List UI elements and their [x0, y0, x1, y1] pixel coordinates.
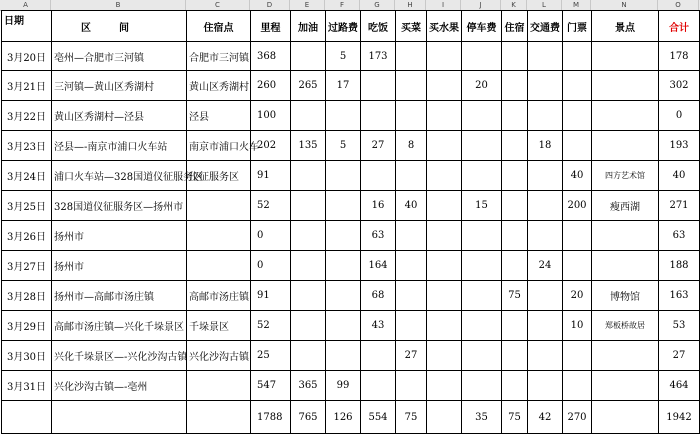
- cell-fuel[interactable]: 135: [291, 131, 326, 161]
- cell-lodging-place[interactable]: 黄山区秀湖村: [187, 71, 251, 101]
- cell-meals[interactable]: [361, 101, 396, 131]
- total-parking[interactable]: 35: [462, 401, 502, 434]
- cell-transport[interactable]: [528, 191, 563, 221]
- cell-total[interactable]: 178: [659, 42, 700, 71]
- table-row: [2, 281, 700, 311]
- cell-transport[interactable]: 24: [528, 251, 563, 281]
- column-letter-n[interactable]: N: [591, 0, 658, 10]
- cell-fruit[interactable]: [427, 101, 462, 131]
- cell-lodging-place[interactable]: [187, 221, 251, 251]
- cell-transport[interactable]: [528, 281, 563, 311]
- cell-route[interactable]: 兴化沙沟古镇—-亳州: [52, 371, 187, 401]
- cell-route[interactable]: 328国道仪征服务区—扬州市: [52, 191, 187, 221]
- cell-groceries[interactable]: 8: [396, 131, 427, 161]
- cell-lodging[interactable]: [502, 42, 528, 71]
- cell-fuel[interactable]: [291, 221, 326, 251]
- cell-tickets[interactable]: [563, 101, 592, 131]
- cell-route[interactable]: 扬州市: [52, 251, 187, 281]
- total-groceries[interactable]: 75: [396, 401, 427, 434]
- header-lodging[interactable]: 住宿: [502, 11, 528, 42]
- expense-table: [1, 10, 700, 434]
- cell-lodging[interactable]: [502, 311, 528, 341]
- cell-mileage[interactable]: 25: [251, 341, 291, 371]
- cell-mileage[interactable]: 0: [251, 221, 291, 251]
- cell-lodging-place[interactable]: 高邮市汤庄镇: [187, 281, 251, 311]
- cell-tickets[interactable]: [563, 71, 592, 101]
- cell-groceries[interactable]: [396, 281, 427, 311]
- header-fruit[interactable]: 买水果: [427, 11, 462, 42]
- cell-meals[interactable]: 43: [361, 311, 396, 341]
- cell-tickets[interactable]: [563, 42, 592, 71]
- cell-toll[interactable]: [326, 191, 361, 221]
- cell-parking[interactable]: [462, 311, 502, 341]
- cell-fuel[interactable]: [291, 42, 326, 71]
- cell-spot[interactable]: [592, 42, 659, 71]
- total-lodging[interactable]: 75: [502, 401, 528, 434]
- total-tickets[interactable]: 270: [563, 401, 592, 434]
- cell-toll[interactable]: [326, 161, 361, 191]
- header-groceries[interactable]: 买菜: [396, 11, 427, 42]
- header-spot[interactable]: 景点: [592, 11, 659, 42]
- column-letter-k[interactable]: K: [501, 0, 527, 10]
- header-date[interactable]: 日期: [2, 11, 52, 42]
- total-spot[interactable]: [592, 401, 659, 434]
- cell-lodging[interactable]: 75: [502, 281, 528, 311]
- cell-meals[interactable]: [361, 161, 396, 191]
- cell-fuel[interactable]: [291, 191, 326, 221]
- cell-lodging[interactable]: [502, 341, 528, 371]
- header-transport[interactable]: 交通费: [528, 11, 563, 42]
- cell-meals[interactable]: [361, 371, 396, 401]
- cell-transport[interactable]: [528, 42, 563, 71]
- cell-total[interactable]: 163: [659, 281, 700, 311]
- cell-fuel[interactable]: [291, 251, 326, 281]
- cell-meals[interactable]: 27: [361, 131, 396, 161]
- column-letter-i[interactable]: I: [426, 0, 461, 10]
- table-row: [2, 311, 700, 341]
- cell-parking[interactable]: [462, 42, 502, 71]
- cell-fruit[interactable]: [427, 161, 462, 191]
- cell-tickets[interactable]: 200: [563, 191, 592, 221]
- cell-lodging[interactable]: [502, 221, 528, 251]
- cell-parking[interactable]: [462, 161, 502, 191]
- cell-date[interactable]: 3月30日: [2, 341, 52, 371]
- cell-parking[interactable]: [462, 101, 502, 131]
- cell-fruit[interactable]: [427, 251, 462, 281]
- cell-tickets[interactable]: [563, 251, 592, 281]
- cell-parking[interactable]: [462, 221, 502, 251]
- total-transport[interactable]: 42: [528, 401, 563, 434]
- total-total[interactable]: 1942: [659, 401, 700, 434]
- cell-transport[interactable]: [528, 161, 563, 191]
- cell-total[interactable]: 464: [659, 371, 700, 401]
- cell-spot[interactable]: [592, 131, 659, 161]
- cell-total[interactable]: 0: [659, 101, 700, 131]
- cell-mileage[interactable]: 260: [251, 71, 291, 101]
- cell-date[interactable]: 3月24日: [2, 161, 52, 191]
- cell-route[interactable]: 兴化千垛景区—-兴化沙沟古镇: [52, 341, 187, 371]
- cell-fruit[interactable]: [427, 191, 462, 221]
- cell-parking[interactable]: 20: [462, 71, 502, 101]
- cell-fruit[interactable]: [427, 221, 462, 251]
- header-toll[interactable]: 过路费: [326, 11, 361, 42]
- table-row: [2, 341, 700, 371]
- cell-lodging[interactable]: [502, 251, 528, 281]
- header-meals[interactable]: 吃饭: [361, 11, 396, 42]
- cell-spot[interactable]: [592, 221, 659, 251]
- header-route[interactable]: 区间: [52, 11, 187, 42]
- cell-transport[interactable]: [528, 341, 563, 371]
- cell-fuel[interactable]: [291, 101, 326, 131]
- table-row: [2, 131, 700, 161]
- cell-total[interactable]: 193: [659, 131, 700, 161]
- cell-total[interactable]: 40: [659, 161, 700, 191]
- total-toll[interactable]: 126: [326, 401, 361, 434]
- cell-spot[interactable]: [592, 341, 659, 371]
- cell-meals[interactable]: [361, 71, 396, 101]
- cell-date[interactable]: 3月25日: [2, 191, 52, 221]
- cell-lodging[interactable]: [502, 161, 528, 191]
- cell-toll[interactable]: [326, 311, 361, 341]
- cell-toll[interactable]: 5: [326, 42, 361, 71]
- column-letter-o[interactable]: O: [658, 0, 699, 10]
- cell-fuel[interactable]: 365: [291, 371, 326, 401]
- cell-toll[interactable]: [326, 251, 361, 281]
- cell-date[interactable]: 3月29日: [2, 311, 52, 341]
- cell-mileage[interactable]: 547: [251, 371, 291, 401]
- cell-fruit[interactable]: [427, 131, 462, 161]
- cell-transport[interactable]: [528, 311, 563, 341]
- cell-lodging[interactable]: [502, 371, 528, 401]
- cell-toll[interactable]: 17: [326, 71, 361, 101]
- cell-groceries[interactable]: [396, 311, 427, 341]
- table-row: [2, 161, 700, 191]
- cell-fuel[interactable]: [291, 341, 326, 371]
- cell-transport[interactable]: [528, 221, 563, 251]
- cell-transport[interactable]: [528, 71, 563, 101]
- cell-parking[interactable]: [462, 341, 502, 371]
- cell-route[interactable]: 扬州市—高邮市汤庄镇: [52, 281, 187, 311]
- cell-lodging-place[interactable]: [187, 371, 251, 401]
- cell-transport[interactable]: [528, 101, 563, 131]
- cell-spot[interactable]: [592, 371, 659, 401]
- cell-toll[interactable]: [326, 341, 361, 371]
- cell-tickets[interactable]: 40: [563, 161, 592, 191]
- column-letter-f[interactable]: F: [325, 0, 360, 10]
- cell-meals[interactable]: 68: [361, 281, 396, 311]
- cell-mileage[interactable]: 52: [251, 311, 291, 341]
- cell-fruit[interactable]: [427, 71, 462, 101]
- cell-fuel[interactable]: [291, 311, 326, 341]
- cell-parking[interactable]: [462, 131, 502, 161]
- cell-mileage[interactable]: 52: [251, 191, 291, 221]
- cell-lodging-place[interactable]: 南京市浦口火车: [187, 131, 251, 161]
- cell-date[interactable]: 3月23日: [2, 131, 52, 161]
- table-row: [2, 191, 700, 221]
- cell-lodging-place[interactable]: [187, 191, 251, 221]
- cell-tickets[interactable]: 10: [563, 311, 592, 341]
- cell-toll[interactable]: 99: [326, 371, 361, 401]
- cell-toll[interactable]: [326, 281, 361, 311]
- cell-lodging[interactable]: [502, 131, 528, 161]
- cell-fruit[interactable]: [427, 341, 462, 371]
- cell-mileage[interactable]: 202: [251, 131, 291, 161]
- cell-parking[interactable]: [462, 281, 502, 311]
- cell-fruit[interactable]: [427, 281, 462, 311]
- cell-fruit[interactable]: [427, 371, 462, 401]
- total-fruit[interactable]: [427, 401, 462, 434]
- table-row: [2, 251, 700, 281]
- cell-tickets[interactable]: [563, 131, 592, 161]
- cell-route[interactable]: 黄山区秀湖村—泾县: [52, 101, 187, 131]
- total-meals[interactable]: 554: [361, 401, 396, 434]
- total-route[interactable]: [52, 401, 187, 434]
- cell-meals[interactable]: 164: [361, 251, 396, 281]
- cell-tickets[interactable]: [563, 341, 592, 371]
- cell-date[interactable]: 3月22日: [2, 101, 52, 131]
- column-letter-m[interactable]: M: [562, 0, 591, 10]
- column-letter-g[interactable]: G: [360, 0, 395, 10]
- total-mileage[interactable]: 1788: [251, 401, 291, 434]
- table-row: [2, 101, 700, 131]
- cell-total[interactable]: 302: [659, 71, 700, 101]
- cell-total[interactable]: 27: [659, 341, 700, 371]
- cell-parking[interactable]: [462, 371, 502, 401]
- cell-route[interactable]: 扬州市: [52, 221, 187, 251]
- cell-date[interactable]: 3月26日: [2, 221, 52, 251]
- totals-row: [2, 401, 700, 434]
- header-fuel[interactable]: 加油: [291, 11, 326, 42]
- cell-parking[interactable]: 15: [462, 191, 502, 221]
- cell-meals[interactable]: 63: [361, 221, 396, 251]
- header-row: [2, 11, 700, 42]
- column-letter-e[interactable]: E: [290, 0, 325, 10]
- cell-groceries[interactable]: [396, 221, 427, 251]
- total-date[interactable]: [2, 401, 52, 434]
- cell-date[interactable]: 3月21日: [2, 71, 52, 101]
- cell-lodging-place[interactable]: 千垛景区: [187, 311, 251, 341]
- column-letter-h[interactable]: H: [395, 0, 426, 10]
- cell-total[interactable]: 53: [659, 311, 700, 341]
- cell-total[interactable]: 188: [659, 251, 700, 281]
- cell-toll[interactable]: 5: [326, 131, 361, 161]
- cell-date[interactable]: 3月20日: [2, 42, 52, 71]
- cell-route[interactable]: 亳州—合肥市三河镇: [52, 42, 187, 71]
- cell-fuel[interactable]: [291, 281, 326, 311]
- cell-total[interactable]: 271: [659, 191, 700, 221]
- cell-spot[interactable]: 郑板桥故居: [592, 311, 659, 341]
- cell-lodging[interactable]: [502, 101, 528, 131]
- cell-spot[interactable]: [592, 251, 659, 281]
- cell-route[interactable]: 浦口火车站—328国道仪征服务区: [52, 161, 187, 191]
- cell-transport[interactable]: 18: [528, 131, 563, 161]
- header-lodging-place[interactable]: 住宿点: [187, 11, 251, 42]
- cell-transport[interactable]: [528, 371, 563, 401]
- total-fuel[interactable]: 765: [291, 401, 326, 434]
- header-parking[interactable]: 停车费: [462, 11, 502, 42]
- header-mileage[interactable]: 里程: [251, 11, 291, 42]
- cell-spot[interactable]: [592, 71, 659, 101]
- cell-mileage[interactable]: 0: [251, 251, 291, 281]
- cell-meals[interactable]: 16: [361, 191, 396, 221]
- cell-date[interactable]: 3月31日: [2, 371, 52, 401]
- header-tickets[interactable]: 门票: [563, 11, 592, 42]
- cell-toll[interactable]: [326, 221, 361, 251]
- cell-groceries[interactable]: [396, 371, 427, 401]
- column-letter-l[interactable]: L: [527, 0, 562, 10]
- cell-fruit[interactable]: [427, 311, 462, 341]
- cell-lodging-place[interactable]: 兴化沙沟古镇: [187, 341, 251, 371]
- cell-meals[interactable]: [361, 341, 396, 371]
- cell-lodging[interactable]: [502, 191, 528, 221]
- cell-parking[interactable]: [462, 251, 502, 281]
- cell-mileage[interactable]: 368: [251, 42, 291, 71]
- cell-groceries[interactable]: [396, 42, 427, 71]
- cell-lodging[interactable]: [502, 71, 528, 101]
- table-row: [2, 371, 700, 401]
- cell-lodging-place[interactable]: [187, 251, 251, 281]
- cell-groceries[interactable]: 40: [396, 191, 427, 221]
- cell-spot[interactable]: 瘦西湖: [592, 191, 659, 221]
- cell-spot[interactable]: 四方艺术馆: [592, 161, 659, 191]
- cell-lodging-place[interactable]: 仪征服务区: [187, 161, 251, 191]
- total-lodging-place[interactable]: [187, 401, 251, 434]
- cell-mileage[interactable]: 91: [251, 281, 291, 311]
- cell-groceries[interactable]: [396, 251, 427, 281]
- cell-mileage[interactable]: 91: [251, 161, 291, 191]
- column-letter-j[interactable]: J: [461, 0, 501, 10]
- cell-route[interactable]: 泾县—-南京市浦口火车站: [52, 131, 187, 161]
- cell-spot[interactable]: 博物馆: [592, 281, 659, 311]
- table-row: [2, 71, 700, 101]
- column-letter-c[interactable]: C: [186, 0, 250, 10]
- cell-lodging-place[interactable]: 泾县: [187, 101, 251, 131]
- cell-meals[interactable]: 173: [361, 42, 396, 71]
- cell-mileage[interactable]: 100: [251, 101, 291, 131]
- column-letter-b[interactable]: B: [51, 0, 186, 10]
- table-row: [2, 221, 700, 251]
- cell-route[interactable]: 三河镇—黄山区秀湖村: [52, 71, 187, 101]
- cell-groceries[interactable]: [396, 71, 427, 101]
- cell-spot[interactable]: [592, 101, 659, 131]
- table-row: [2, 42, 700, 71]
- cell-date[interactable]: 3月27日: [2, 251, 52, 281]
- cell-date[interactable]: 3月28日: [2, 281, 52, 311]
- cell-groceries[interactable]: [396, 161, 427, 191]
- cell-fruit[interactable]: [427, 42, 462, 71]
- cell-route[interactable]: 高邮市汤庄镇—兴化千垛景区: [52, 311, 187, 341]
- header-total[interactable]: 合计: [659, 11, 700, 42]
- cell-tickets[interactable]: 20: [563, 281, 592, 311]
- cell-tickets[interactable]: [563, 371, 592, 401]
- cell-tickets[interactable]: [563, 221, 592, 251]
- cell-groceries[interactable]: [396, 101, 427, 131]
- cell-fuel[interactable]: 265: [291, 71, 326, 101]
- cell-groceries[interactable]: 27: [396, 341, 427, 371]
- cell-toll[interactable]: [326, 101, 361, 131]
- cell-fuel[interactable]: [291, 161, 326, 191]
- column-letter-a[interactable]: A: [1, 0, 51, 10]
- cell-lodging-place[interactable]: 合肥市三河镇: [187, 42, 251, 71]
- cell-total[interactable]: 63: [659, 221, 700, 251]
- column-letter-d[interactable]: D: [250, 0, 290, 10]
